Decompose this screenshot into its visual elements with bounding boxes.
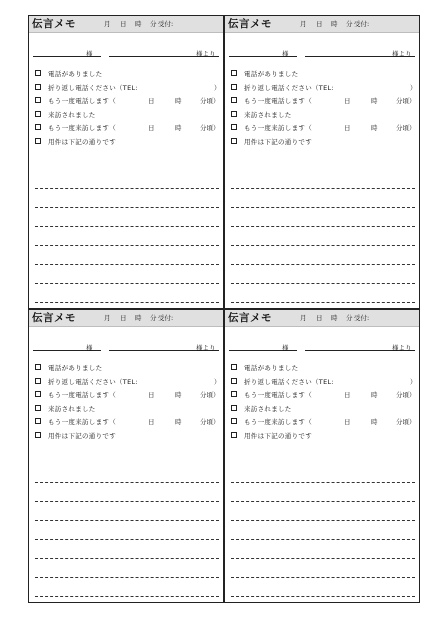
checkbox[interactable]	[231, 364, 237, 370]
note-line[interactable]	[35, 559, 219, 578]
note-line[interactable]	[231, 464, 415, 483]
checklist	[231, 70, 417, 151]
checkbox[interactable]	[231, 124, 237, 130]
minute-label: 分頃）	[396, 124, 416, 132]
check-label: 電話がありました	[244, 364, 299, 372]
header-month-label: 月	[300, 314, 307, 322]
memo-header	[225, 16, 419, 33]
check-label: 用件は下記の通りです	[48, 137, 116, 146]
check-item-will-call-again[interactable]	[35, 97, 221, 111]
minute-label: 分頃）	[200, 124, 220, 132]
note-lines[interactable]	[231, 170, 415, 303]
note-line[interactable]	[231, 578, 415, 597]
checklist	[35, 364, 221, 445]
message-memo	[224, 15, 420, 309]
day-label: 日	[148, 418, 155, 426]
memo-title: 伝言メモ	[32, 312, 76, 324]
memo-sheet	[28, 15, 420, 603]
tel-close-paren: ）	[410, 377, 417, 386]
header-month-label: 月	[300, 20, 307, 28]
checkbox[interactable]	[35, 418, 41, 424]
check-label: もう一度電話します（	[244, 391, 312, 399]
caller-suffix: 様より	[196, 344, 216, 352]
note-line[interactable]	[35, 189, 219, 208]
check-item-visited[interactable]	[231, 111, 417, 125]
header-day-label: 日	[120, 314, 127, 322]
check-item-call-back[interactable]	[35, 378, 221, 392]
memo-title: 伝言メモ	[32, 18, 76, 30]
header-received-label: 受付:	[354, 314, 370, 322]
message-memo	[28, 15, 224, 309]
note-line[interactable]	[231, 170, 415, 189]
recipient-row	[29, 330, 223, 356]
header-hour-label: 時	[135, 20, 142, 28]
check-label: 来訪されました	[48, 110, 96, 119]
recipient-row	[29, 36, 223, 62]
hour-label: 時	[371, 124, 378, 132]
check-label: 来訪されました	[244, 110, 292, 119]
day-label: 日	[344, 391, 351, 399]
checkbox[interactable]	[231, 378, 237, 384]
check-item-will-call-again[interactable]	[231, 391, 417, 405]
checkbox[interactable]	[231, 111, 237, 117]
note-lines[interactable]	[231, 464, 415, 597]
minute-label: 分頃）	[200, 97, 220, 105]
note-line[interactable]	[35, 227, 219, 246]
check-item-visited[interactable]	[231, 405, 417, 419]
note-line[interactable]	[35, 578, 219, 597]
hour-label: 時	[371, 391, 378, 399]
check-item-called[interactable]	[35, 364, 221, 378]
checkbox[interactable]	[35, 364, 41, 370]
note-line[interactable]	[35, 208, 219, 227]
checkbox[interactable]	[231, 405, 237, 411]
caller-suffix: 様より	[196, 50, 216, 58]
hour-label: 時	[175, 124, 182, 132]
note-line[interactable]	[35, 502, 219, 521]
message-memo	[224, 309, 420, 603]
check-item-will-call-again[interactable]	[231, 97, 417, 111]
check-item-called[interactable]	[231, 364, 417, 378]
check-item-call-back[interactable]	[35, 84, 221, 98]
header-hour-label: 時	[135, 314, 142, 322]
header-month-label: 月	[104, 20, 111, 28]
note-line[interactable]	[35, 284, 219, 303]
check-item-visited[interactable]	[35, 405, 221, 419]
header-day-label: 日	[316, 20, 323, 28]
checkbox[interactable]	[231, 391, 237, 397]
hour-label: 時	[371, 418, 378, 426]
note-line[interactable]	[231, 246, 415, 265]
check-item-will-visit-again[interactable]	[35, 124, 221, 138]
checkbox[interactable]	[35, 391, 41, 397]
memo-title: 伝言メモ	[228, 18, 272, 30]
checkbox[interactable]	[231, 432, 237, 438]
memo-header	[29, 310, 223, 327]
caller-suffix: 様より	[392, 344, 412, 352]
check-item-will-visit-again[interactable]	[231, 124, 417, 138]
checkbox[interactable]	[35, 124, 41, 130]
check-label: 用件は下記の通りです	[244, 137, 312, 146]
header-day-label: 日	[316, 314, 323, 322]
check-label: 電話がありました	[48, 70, 103, 78]
check-label: 用件は下記の通りです	[244, 431, 312, 440]
recipient-row	[225, 36, 419, 62]
note-line[interactable]	[231, 227, 415, 246]
header-minute-label: 分	[150, 314, 157, 322]
note-line[interactable]	[231, 189, 415, 208]
check-label: もう一度来訪します（	[244, 418, 312, 426]
check-label: もう一度電話します（	[244, 97, 312, 105]
recipient-suffix: 様	[86, 344, 93, 352]
check-label: 電話がありました	[48, 364, 103, 372]
hour-label: 時	[175, 391, 182, 399]
memo-title: 伝言メモ	[228, 312, 272, 324]
check-item-called[interactable]	[35, 70, 221, 84]
note-line[interactable]	[35, 521, 219, 540]
note-line[interactable]	[35, 483, 219, 502]
header-day-label: 日	[120, 20, 127, 28]
check-item-will-visit-again[interactable]	[35, 418, 221, 432]
message-memo	[28, 309, 224, 603]
note-line[interactable]	[231, 540, 415, 559]
checklist	[231, 364, 417, 445]
day-label: 日	[148, 124, 155, 132]
checkbox[interactable]	[35, 405, 41, 411]
checkbox[interactable]	[35, 432, 41, 438]
check-label: もう一度電話します（	[48, 97, 116, 105]
tel-close-paren: ）	[214, 377, 221, 386]
recipient-row	[225, 330, 419, 356]
note-line[interactable]	[35, 246, 219, 265]
check-item-details-below[interactable]	[231, 138, 417, 152]
checkbox[interactable]	[35, 111, 41, 117]
checkbox[interactable]	[35, 378, 41, 384]
check-item-details-below[interactable]	[35, 432, 221, 446]
check-label: 折り返し電話ください（TEL:	[48, 83, 138, 92]
memo-header	[29, 16, 223, 33]
check-item-call-back[interactable]	[231, 378, 417, 392]
recipient-suffix: 様	[86, 50, 93, 58]
header-hour-label: 時	[331, 20, 338, 28]
check-label: もう一度来訪します（	[244, 124, 312, 132]
header-minute-label: 分	[346, 314, 353, 322]
note-line[interactable]	[35, 265, 219, 284]
checkbox[interactable]	[231, 84, 237, 90]
header-minute-label: 分	[346, 20, 353, 28]
note-line[interactable]	[231, 559, 415, 578]
day-label: 日	[148, 391, 155, 399]
hour-label: 時	[175, 97, 182, 105]
note-line[interactable]	[35, 464, 219, 483]
memo-header	[225, 310, 419, 327]
minute-label: 分頃）	[396, 391, 416, 399]
note-lines[interactable]	[35, 464, 219, 597]
note-line[interactable]	[231, 502, 415, 521]
tel-close-paren: ）	[214, 83, 221, 92]
checkbox[interactable]	[231, 138, 237, 144]
day-label: 日	[148, 97, 155, 105]
checkbox[interactable]	[35, 70, 41, 76]
note-line[interactable]	[231, 284, 415, 303]
checkbox[interactable]	[231, 70, 237, 76]
header-received-label: 受付:	[354, 20, 370, 28]
header-month-label: 月	[104, 314, 111, 322]
check-item-call-back[interactable]	[231, 84, 417, 98]
checkbox[interactable]	[231, 97, 237, 103]
check-label: 電話がありました	[244, 70, 299, 78]
header-hour-label: 時	[331, 314, 338, 322]
recipient-suffix: 様	[282, 50, 289, 58]
check-label: もう一度来訪します（	[48, 418, 116, 426]
day-label: 日	[344, 124, 351, 132]
note-line[interactable]	[35, 540, 219, 559]
minute-label: 分頃）	[200, 391, 220, 399]
tel-close-paren: ）	[410, 83, 417, 92]
hour-label: 時	[371, 97, 378, 105]
note-line[interactable]	[231, 483, 415, 502]
check-label: もう一度電話します（	[48, 391, 116, 399]
minute-label: 分頃）	[396, 97, 416, 105]
checkbox[interactable]	[35, 97, 41, 103]
hour-label: 時	[175, 418, 182, 426]
check-label: 来訪されました	[244, 404, 292, 413]
minute-label: 分頃）	[200, 418, 220, 426]
checklist	[35, 70, 221, 151]
header-received-label: 受付:	[158, 314, 174, 322]
caller-suffix: 様より	[392, 50, 412, 58]
check-item-will-visit-again[interactable]	[231, 418, 417, 432]
header-received-label: 受付:	[158, 20, 174, 28]
minute-label: 分頃）	[396, 418, 416, 426]
day-label: 日	[344, 418, 351, 426]
note-lines[interactable]	[35, 170, 219, 303]
check-label: もう一度来訪します（	[48, 124, 116, 132]
check-label: 用件は下記の通りです	[48, 431, 116, 440]
check-item-details-below[interactable]	[231, 432, 417, 446]
note-line[interactable]	[231, 521, 415, 540]
check-item-details-below[interactable]	[35, 138, 221, 152]
check-label: 折り返し電話ください（TEL:	[244, 377, 334, 386]
note-line[interactable]	[231, 265, 415, 284]
check-item-called[interactable]	[231, 70, 417, 84]
note-line[interactable]	[231, 208, 415, 227]
checkbox[interactable]	[35, 138, 41, 144]
check-label: 折り返し電話ください（TEL:	[244, 83, 334, 92]
check-item-visited[interactable]	[35, 111, 221, 125]
header-minute-label: 分	[150, 20, 157, 28]
check-label: 折り返し電話ください（TEL:	[48, 377, 138, 386]
checkbox[interactable]	[231, 418, 237, 424]
note-line[interactable]	[35, 170, 219, 189]
checkbox[interactable]	[35, 84, 41, 90]
check-label: 来訪されました	[48, 404, 96, 413]
day-label: 日	[344, 97, 351, 105]
check-item-will-call-again[interactable]	[35, 391, 221, 405]
recipient-suffix: 様	[282, 344, 289, 352]
